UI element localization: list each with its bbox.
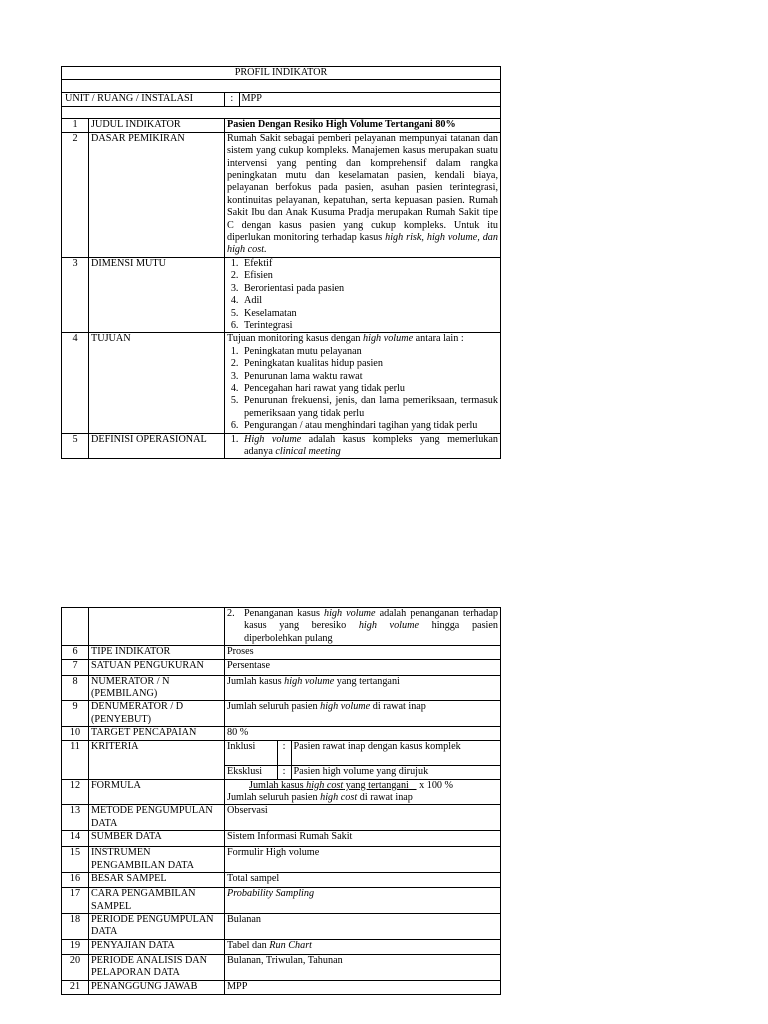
definisi-italic-2: clinical meeting [275,445,341,457]
definisi-item-2-text [244,608,498,645]
row-label: PENYAJIAN DATA [89,939,225,954]
cont-italic-2: high volume [358,620,419,632]
numerator-italic: high volume [284,675,335,687]
numerator-text-end: yang tertangani [334,675,400,687]
penyajian-italic: Run Chart [269,939,313,951]
row-label: DASAR PEMIKIRAN [89,132,225,257]
row-label: INSTRUMEN PENGAMBILAN DATA [89,847,225,873]
tujuan-value [225,333,501,433]
row-number: 2 [62,132,89,257]
formula-num-italic: high cost [306,779,344,791]
row-number: 1 [62,119,89,132]
list-item: 6. Pengurangan / atau menghindari tagihan yang tidak perlu [241,420,498,432]
row-number: 18 [62,913,89,939]
row-number: 21 [62,980,89,994]
row-label: BESAR SAMPEL [89,873,225,888]
list-number: 2. [227,608,235,619]
dasar-pemikiran-italic: high risk, high volume, dan high cost. [227,232,498,256]
profil-indikator-table-page1 [61,66,501,459]
row-value: Bulanan [225,913,501,939]
unit-inner [225,93,500,105]
row-label: KRITERIA [89,740,225,779]
table-row [62,646,501,659]
table-row [62,433,501,459]
denumerator-italic: high volume [320,701,371,713]
row-value: 80 % [225,727,501,740]
dimensi-mutu-value [225,257,501,332]
list-item: 1. Efektif [241,258,498,270]
denumerator-text-end: di rawat inap [370,701,426,713]
table-row [62,939,501,954]
unit-colon: : [225,93,239,105]
formula-num-text-end: yang tertangani [343,779,409,791]
row-number: 13 [62,805,89,831]
list-item: 1. Peningkatan mutu pelayanan [241,346,498,358]
row-label: JUDUL INDIKATOR [89,119,225,132]
unit-label: UNIT / RUANG / INSTALASI [65,93,194,105]
row-number: 10 [62,727,89,740]
kriteria-value [225,740,501,779]
table-row [62,675,501,701]
row-value [225,939,501,954]
table-row [62,873,501,888]
row-number: 12 [62,779,89,805]
cont-italic-1: high volume [323,608,376,619]
definisi-operasional-value [225,433,501,459]
row-value: Observasi [225,805,501,831]
row-label: PERIODE PENGUMPULAN DATA [89,913,225,939]
formula-denominator [227,792,498,804]
table-row [62,740,501,779]
table-row [62,132,501,257]
dimensi-mutu-list [227,258,498,332]
table-row [62,608,501,646]
cont-text-2: adalah penanganan terhadap kasus yang beresiko [244,608,498,632]
row-number: 7 [62,659,89,675]
definisi-continuation [225,608,501,646]
inklusi-label: Inklusi [227,740,256,752]
row-label: DEFINISI OPERASIONAL [89,433,225,459]
blank-row [62,107,501,119]
row-number: 5 [62,433,89,459]
cont-text-1: Penanganan kasus [244,608,324,619]
formula-value [225,779,501,805]
table-row [62,119,501,132]
row-number: 15 [62,847,89,873]
row-label: METODE PENGUMPULAN DATA [89,805,225,831]
tujuan-intro-italic: high volume [363,333,414,345]
table-row [62,701,501,727]
row-label: NUMERATOR / N (PEMBILANG) [89,675,225,701]
row-number: 20 [62,954,89,980]
row-label: SATUAN PENGUKURAN [89,659,225,675]
kriteria-inner-table [225,741,500,779]
table-row [62,913,501,939]
formula-numerator [227,780,498,792]
definisi-item-2 [227,608,498,645]
list-item: 2. Peningkatan kualitas hidup pasien [241,358,498,370]
row-label: PERIODE ANALISIS DAN PELAPORAN DATA [89,954,225,980]
list-item: 4. Pencegahan hari rawat yang tidak perlu [241,383,498,395]
definisi-italic-1: High volume [244,433,302,445]
table-title: PROFIL INDIKATOR [62,67,501,80]
kriteria-inklusi-row [225,741,500,766]
unit-value: MPP [241,93,262,105]
row-number: 6 [62,646,89,659]
kriteria-eksklusi-row [225,766,500,779]
row-number: 4 [62,333,89,433]
table-row [62,980,501,994]
row-label: SUMBER DATA [89,831,225,847]
row-label: TIPE INDIKATOR [89,646,225,659]
profil-indikator-table-page2 [61,607,501,995]
table-row [62,333,501,433]
cont-text-3: hingga pasien diperbolehkan pulang [244,620,498,644]
table-row [62,659,501,675]
list-item: 6. Terintegrasi [241,320,498,332]
row-value: MPP [225,980,501,994]
tujuan-list [227,346,498,433]
tujuan-intro-text: Tujuan monitoring kasus dengan [227,333,364,345]
table-row [62,847,501,873]
denumerator-text: Jumlah seluruh pasien [227,701,321,713]
tujuan-intro [227,333,498,345]
row-number: 11 [62,740,89,779]
list-item [241,434,498,459]
table-row [62,805,501,831]
list-item: 5. Penurunan frekuensi, jenis, dan lama pemeriksaan, termasuk pemeriksaan yang tidak perlu [241,395,498,420]
unit-row [62,93,501,107]
row-label: FORMULA [89,779,225,805]
table-row [62,257,501,332]
row-value [225,675,501,701]
row-number: 8 [62,675,89,701]
blank-row [62,80,501,93]
judul-indikator-value: Pasien Dengan Resiko High Volume Tertangani 80% [225,119,501,132]
formula-den-text-end: di rawat inap [357,792,413,804]
row-value: Sistem Informasi Rumah Sakit [225,831,501,847]
inklusi-value: Pasien rawat inap dengan kasus komplek [293,740,461,752]
table-row [62,779,501,805]
formula-numerator-underlined [227,780,417,791]
definisi-text: adalah kasus kompleks yang memerlukan adanya [244,433,498,457]
eksklusi-label: Eksklusi [227,766,263,778]
row-value: Persentase [225,659,501,675]
row-number: 16 [62,873,89,888]
formula-den-text: Jumlah seluruh pasien [227,792,321,804]
formula-times: x 100 % [416,779,454,791]
tujuan-intro-text-end: antara lain : [413,333,464,345]
row-number: 17 [62,888,89,914]
dasar-pemikiran-value [225,132,501,257]
eksklusi-colon: : [277,766,291,779]
list-item: 5. Keselamatan [241,308,498,320]
sampling-italic: Probability Sampling [227,888,315,900]
list-item: 4. Adil [241,295,498,307]
table-row [62,831,501,847]
numerator-text: Jumlah kasus [227,675,285,687]
row-number-empty [62,608,89,646]
list-item: 3. Berorientasi pada pasien [241,283,498,295]
penyajian-text: Tabel dan [227,939,270,951]
row-label: CARA PENGAMBILAN SAMPEL [89,888,225,914]
row-label: DENUMERATOR / D (PENYEBUT) [89,701,225,727]
definisi-list [227,434,498,459]
row-number: 3 [62,257,89,332]
row-label: DIMENSI MUTU [89,257,225,332]
inklusi-colon: : [277,741,291,766]
row-value: Bulanan, Triwulan, Tahunan [225,954,501,980]
list-item: 3. Penurunan lama waktu rawat [241,371,498,383]
formula-num-text: Jumlah kasus [249,779,307,791]
row-number: 14 [62,831,89,847]
row-label: TUJUAN [89,333,225,433]
row-value [225,701,501,727]
row-label: TARGET PENCAPAIAN [89,727,225,740]
row-number: 9 [62,701,89,727]
row-label-empty [89,608,225,646]
table-row [62,727,501,740]
row-label: PENANGGUNG JAWAB [89,980,225,994]
row-number: 19 [62,939,89,954]
list-item: 2. Efisien [241,270,498,282]
row-value: Total sampel [225,873,501,888]
row-value [225,888,501,914]
row-value: Proses [225,646,501,659]
row-value: Formulir High volume [225,847,501,873]
eksklusi-value: Pasien high volume yang dirujuk [293,766,429,778]
table-row [62,888,501,914]
formula-den-italic: high cost [320,792,358,804]
dasar-pemikiran-text: Rumah Sakit sebagai pemberi pelayanan mempunyai tatanan dan sistem yang cukup kompleks. Manajemen kasus merupakan suatu intervensi yang penting dan komprehensif dalam rangka peningkatan mutu dan keselamatan pasien, kendali biaya, pelayanan berfokus pada pasien, asuhan pasien terintegrasi, kontinuitas pelayanan, kepatuhan, serta kepuasan pasien. Rumah Sakit Ibu dan Anak Kusuma Pradja merupakan Rumah Sakit tipe C dengan kasus pasien yang cukup kompleks. Untuk itu diperlukan monitoring terhadap kasus [227,132,498,244]
table-row [62,954,501,980]
